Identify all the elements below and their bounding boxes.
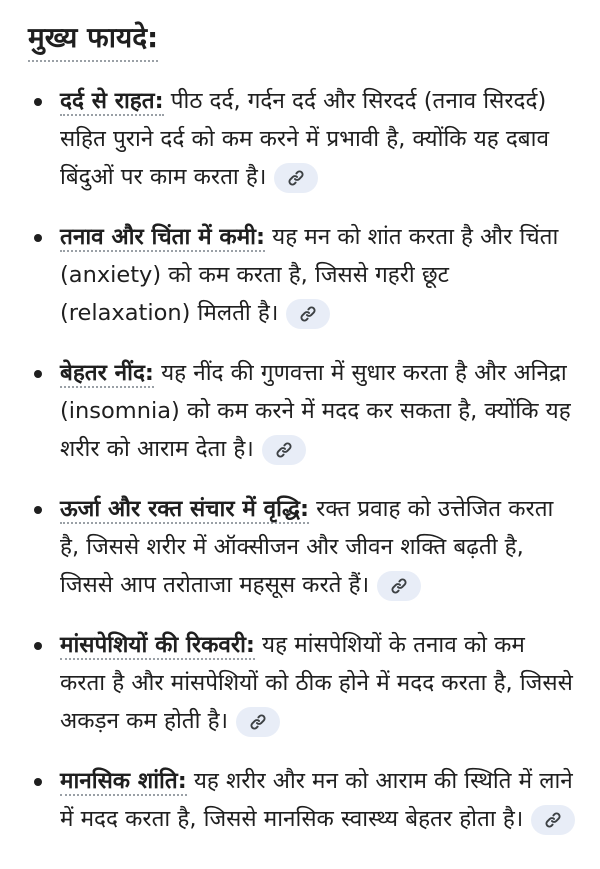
benefit-description: यह नींद की गुणवत्ता में सुधार करता है और अनिद्रा (insomnia) को कम करने में मदद कर सकता है, क्योंकि यह शरीर को आराम देता है। — [60, 360, 571, 462]
benefit-description: यह मांसपेशियों के तनाव को कम करता है और मांसपेशियों को ठीक होने में मदद करता है, जिससे अकड़न कम होती है। — [60, 632, 573, 734]
bullet-icon — [34, 370, 42, 378]
link-icon — [299, 305, 317, 323]
benefit-term[interactable]: ऊर्जा और रक्त संचार में वृद्धि: — [60, 496, 309, 522]
list-item — [28, 354, 576, 468]
bullet-icon — [34, 234, 42, 242]
link-icon — [249, 713, 267, 731]
source-link-button[interactable] — [274, 163, 318, 193]
link-icon — [275, 441, 293, 459]
link-icon — [287, 169, 305, 187]
source-link-button[interactable] — [531, 805, 575, 835]
bullet-icon — [34, 642, 42, 650]
benefit-term[interactable]: बेहतर नींद: — [60, 360, 154, 386]
list-item — [28, 82, 576, 196]
source-link-button[interactable] — [236, 707, 280, 737]
benefit-description: यह शरीर और मन को आराम की स्थिति में लाने में मदद करता है, जिससे मानसिक स्वास्थ्य बेहतर होता है। — [60, 768, 573, 832]
source-link-button[interactable] — [262, 435, 306, 465]
list-item — [28, 218, 576, 332]
benefit-description: यह मन को शांत करता है और चिंता (anxiety) को कम करता है, जिससे गहरी छूट (relaxation) मिलती है। — [60, 224, 559, 326]
benefit-term[interactable]: दर्द से राहत: — [60, 88, 164, 114]
section-heading[interactable]: मुख्य फायदे: — [28, 16, 158, 62]
bullet-icon — [34, 506, 42, 514]
benefit-term[interactable]: मांसपेशियों की रिकवरी: — [60, 632, 255, 658]
link-icon — [390, 577, 408, 595]
list-item — [28, 626, 576, 740]
bullet-icon — [34, 778, 42, 786]
benefits-list — [28, 82, 576, 838]
source-link-button[interactable] — [377, 571, 421, 601]
bullet-icon — [34, 98, 42, 106]
source-link-button[interactable] — [286, 299, 330, 329]
benefit-term[interactable]: मानसिक शांति: — [60, 768, 187, 794]
benefit-description: रक्त प्रवाह को उत्तेजित करता है, जिससे शरीर में ऑक्सीजन और जीवन शक्ति बढ़ती है, जिससे आप तरोताजा महसूस करते हैं। — [60, 496, 554, 598]
list-item — [28, 762, 576, 838]
link-icon — [544, 811, 562, 829]
list-item — [28, 490, 576, 604]
benefit-term[interactable]: तनाव और चिंता में कमी: — [60, 224, 265, 250]
benefit-description: पीठ दर्द, गर्दन दर्द और सिरदर्द (तनाव सिरदर्द) सहित पुराने दर्द को कम करने में प्रभावी है, क्योंकि यह दबाव बिंदुओं पर काम करता है। — [60, 88, 549, 190]
